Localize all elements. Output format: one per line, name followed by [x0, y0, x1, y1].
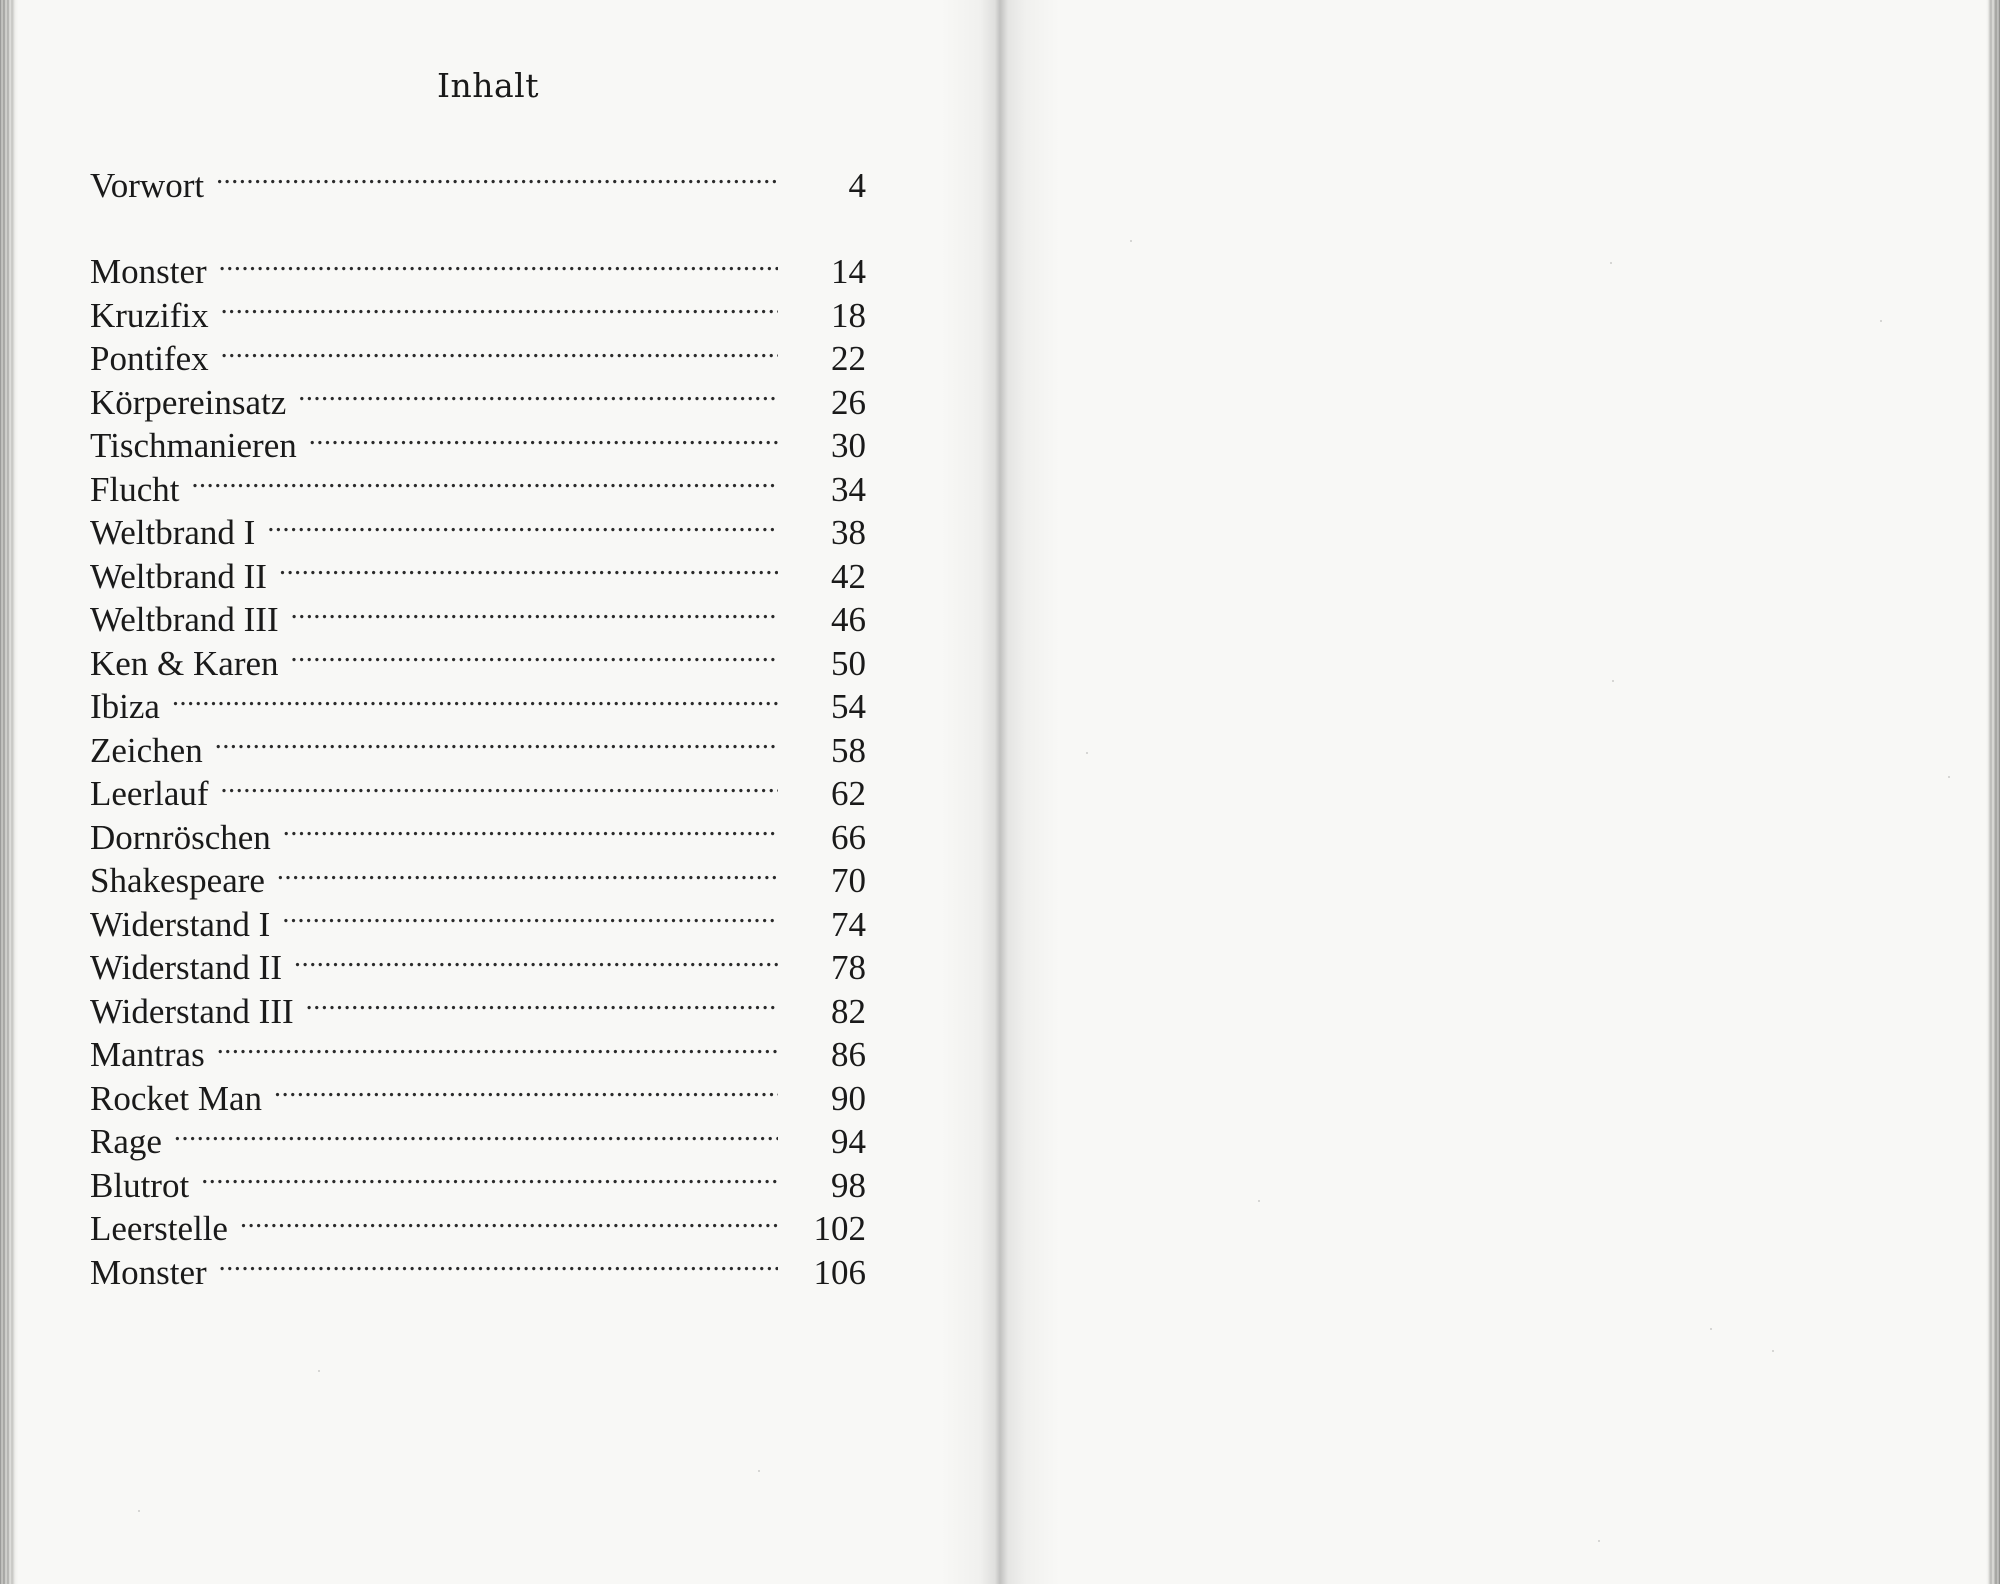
toc-leader-dots	[283, 805, 778, 849]
toc-entry-page: 38	[831, 513, 866, 552]
toc-entry-label: Leerstelle	[90, 1209, 228, 1248]
toc-entry-page: 74	[831, 904, 866, 944]
toc-entry-page: 34	[831, 469, 866, 509]
paper-speck	[1710, 1328, 1712, 1330]
toc-leader-dots	[221, 327, 778, 371]
toc-entry-label: Weltbrand II	[90, 556, 267, 596]
toc-leader-dots	[217, 1023, 778, 1067]
paper-speck	[318, 1370, 320, 1372]
toc-entry-page: 70	[831, 861, 866, 900]
right-page-edges	[1986, 0, 2000, 1584]
toc-entry-label: Mantras	[90, 1035, 205, 1074]
toc-entry-label: Pontifex	[90, 339, 209, 378]
toc-entry-label: Blutrot	[90, 1165, 190, 1205]
toc-leader-dots	[274, 1066, 778, 1110]
toc-entry	[90, 675, 866, 726]
toc-entry-page: 102	[813, 1209, 866, 1248]
toc-entry-label: Körpereinsatz	[90, 382, 287, 422]
toc-entry-label: Monster	[90, 1252, 207, 1292]
toc-entry-page: 42	[831, 556, 866, 596]
toc-leader-dots	[215, 718, 778, 762]
toc-leader-dots	[191, 457, 778, 501]
toc-entry-label: Ibiza	[90, 687, 160, 726]
toc-entry-label: Flucht	[90, 469, 180, 509]
toc-entry-page: 90	[831, 1078, 866, 1118]
toc-entry-page: 4	[848, 165, 866, 205]
toc-leader-dots	[240, 1197, 778, 1241]
toc-entry	[90, 240, 866, 291]
toc-entry	[90, 1197, 866, 1248]
toc-leader-dots	[291, 588, 778, 632]
toc-entry-label: Rocket Man	[90, 1078, 263, 1118]
toc-leader-dots	[309, 414, 778, 458]
toc-entry-page: 22	[831, 339, 866, 378]
toc-leader-dots	[279, 544, 778, 588]
paper-speck	[1612, 680, 1614, 682]
paper-speck	[1086, 752, 1088, 754]
toc-leader-dots	[219, 1240, 778, 1284]
toc-entry-page: 54	[831, 687, 866, 726]
toc-leader-dots	[221, 283, 778, 327]
paper-speck	[1880, 320, 1882, 322]
toc-entry-page: 50	[831, 643, 866, 683]
paper-speck	[1948, 776, 1950, 778]
paper-speck	[1130, 240, 1132, 242]
toc-entry-page: 78	[831, 948, 866, 987]
paper-speck	[1258, 1200, 1260, 1202]
paper-speck	[1598, 1540, 1600, 1542]
toc-leader-dots	[294, 936, 778, 980]
toc-entry-label: Weltbrand III	[90, 600, 279, 639]
toc-entry	[90, 718, 866, 770]
toc-leader-dots	[174, 1110, 778, 1154]
toc-entry-page: 18	[831, 295, 866, 335]
paper-speck	[1772, 1350, 1774, 1352]
toc-entry-label: Kruzifix	[90, 295, 209, 335]
toc-leader-dots	[291, 631, 778, 675]
toc-entry	[90, 153, 866, 205]
toc-leader-dots	[267, 501, 778, 545]
left-page-edges	[0, 0, 18, 1584]
toc-leader-dots	[201, 1153, 778, 1197]
toc-entry-page: 94	[831, 1122, 866, 1161]
paper-speck	[758, 1470, 760, 1472]
toc-entry-label: Widerstand I	[90, 904, 271, 944]
right-page-blank	[1000, 0, 1986, 1584]
toc-leader-dots	[306, 979, 778, 1023]
toc-leader-dots	[221, 762, 778, 806]
toc-entry-label: Widerstand II	[90, 948, 282, 987]
toc-leader-dots	[219, 240, 778, 284]
toc-entry-label: Tischmanieren	[90, 426, 297, 465]
paper-speck	[1610, 262, 1612, 264]
toc-entry-label: Zeichen	[90, 730, 203, 770]
toc-entry-page: 106	[813, 1252, 866, 1292]
toc-entry-page: 86	[831, 1035, 866, 1074]
toc-entry-page: 26	[831, 382, 866, 422]
toc-entry-label: Leerlauf	[90, 774, 209, 813]
toc-entry-label: Vorwort	[90, 165, 205, 205]
table-of-contents	[90, 153, 866, 1292]
toc-entry	[90, 457, 866, 509]
toc-leader-dots	[216, 153, 778, 197]
paper-speck	[138, 1510, 140, 1512]
toc-entry-label: Widerstand III	[90, 991, 294, 1031]
toc-entry-label: Weltbrand I	[90, 513, 256, 552]
toc-entry	[90, 1110, 866, 1161]
toc-entry-label: Shakespeare	[90, 861, 265, 900]
toc-leader-dots	[298, 370, 778, 414]
toc-entry-label: Monster	[90, 252, 207, 291]
toc-entry	[90, 501, 866, 552]
toc-entry-page: 82	[831, 991, 866, 1031]
toc-entry-label: Ken & Karen	[90, 643, 279, 683]
toc-entry-page: 30	[831, 426, 866, 465]
toc-entry-page: 98	[831, 1165, 866, 1205]
toc-entry	[90, 1153, 866, 1205]
toc-entry-page: 46	[831, 600, 866, 639]
toc-leader-dots	[277, 849, 778, 893]
toc-title: Inhalt	[436, 66, 540, 105]
toc-leader-dots	[172, 675, 778, 719]
toc-entry-page: 58	[831, 730, 866, 770]
toc-entry-page: 66	[831, 817, 866, 857]
toc-entry-page: 14	[831, 252, 866, 291]
toc-entry-label: Rage	[90, 1122, 162, 1161]
toc-entry-page: 62	[831, 774, 866, 813]
toc-entry-label: Dornröschen	[90, 817, 271, 857]
toc-leader-dots	[282, 892, 778, 936]
left-page	[18, 0, 998, 1584]
